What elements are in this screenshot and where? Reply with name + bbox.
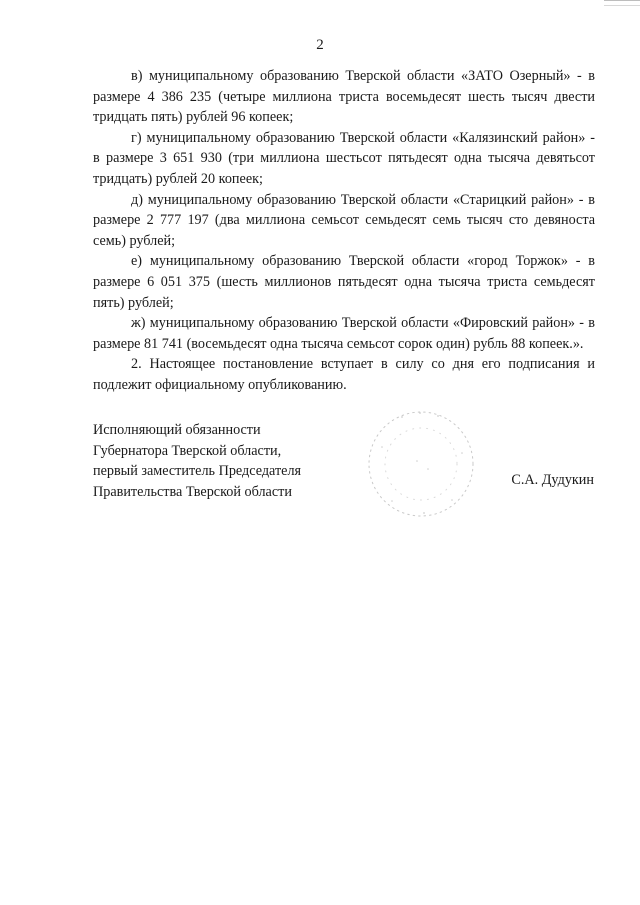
signatory-title-block <box>93 420 353 502</box>
document-body <box>93 66 595 396</box>
corner-scan-mark <box>604 0 640 6</box>
paragraph-item-e: е) муниципальному образованию Тверской области «город Торжок» - в размере 6 051 375 (шесть миллионов пятьдесят одна тысяча триста семьдесят пять) рублей; <box>93 253 595 311</box>
signatory-title-line: Губернатора Тверской области, <box>93 442 282 459</box>
signer-name: С.А. Дудукин <box>511 472 594 488</box>
paragraph-item-d: д) муниципальному образованию Тверской области «Старицкий район» - в размере 2 777 197 (два миллиона семьсот семьдесят семь тысяч сто девяноста семь) рублей; <box>93 191 595 249</box>
signatory-title-line: первый заместитель Председателя <box>93 463 302 480</box>
official-seal-faint <box>362 405 480 523</box>
signatory-title-line: Исполняющий обязанности <box>93 422 261 438</box>
paragraph-item-v: в) муниципальному образованию Тверской области «ЗАТО Озерный» - в размере 4 386 235 (четыре миллиона триста восемьдесят шесть тысяч двести тридцать пять) рублей 96 копеек; <box>93 68 595 126</box>
signatory-title-line: Правительства Тверской области <box>93 483 292 500</box>
page-number: 2 <box>316 37 324 53</box>
paragraph-item-g: г) муниципальному образованию Тверской области «Калязинский район» - в размере 3 651 930 (три миллиона шестьсот пятьдесят одна тысяча девятьсот тридцать) рублей 20 копеек; <box>93 129 595 187</box>
paragraph-effective-date: 2. Настоящее постановление вступает в силу со дня его подписания и подлежит официальному опубликованию. <box>93 356 595 393</box>
paragraph-item-zh: ж) муниципальному образованию Тверской области «Фировский район» - в размере 81 741 (восемьдесят одна тысяча семьсот сорок один) рубль 88 копеек.». <box>93 315 595 352</box>
